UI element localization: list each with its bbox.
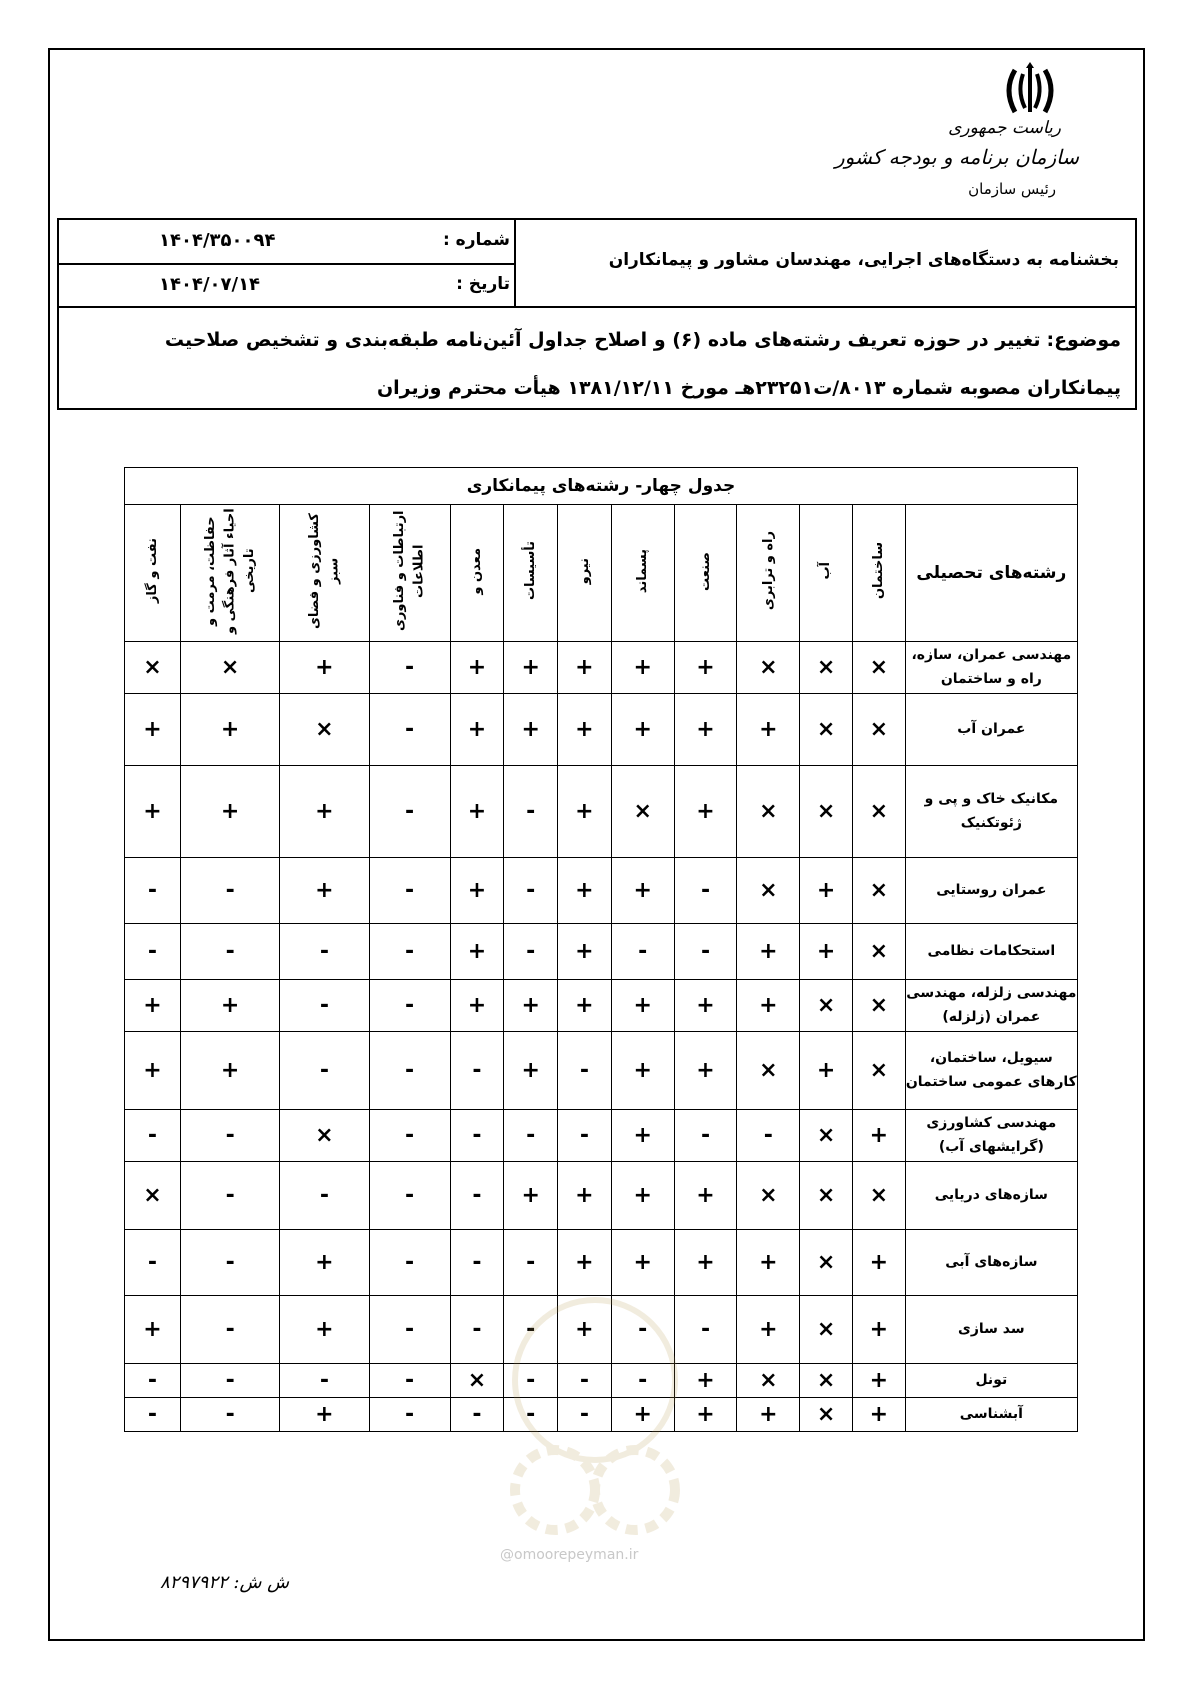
eligibility-mark: - <box>504 1110 558 1162</box>
eligibility-mark: × <box>737 1032 800 1110</box>
eligibility-mark: + <box>737 924 800 980</box>
eligibility-mark: - <box>504 1230 558 1296</box>
eligibility-mark: + <box>852 1230 905 1296</box>
circular-title: بخشنامه به دستگاه‌های اجرایی، مهندسان مشاور و پیمانکاران <box>608 250 1119 270</box>
eligibility-mark: × <box>737 1162 800 1230</box>
eligibility-mark: × <box>852 924 905 980</box>
eligibility-mark: - <box>180 1296 279 1364</box>
eligibility-mark: - <box>369 1230 450 1296</box>
eligibility-mark: + <box>674 980 737 1032</box>
eligibility-mark: + <box>558 1296 612 1364</box>
watermark-text: @omoorepeyman.ir <box>500 1547 639 1563</box>
table-row <box>125 858 1078 924</box>
eligibility-mark: + <box>450 766 504 858</box>
eligibility-mark: + <box>611 1110 674 1162</box>
eligibility-mark: - <box>369 694 450 766</box>
eligibility-mark: - <box>558 1398 612 1432</box>
eligibility-mark: - <box>369 766 450 858</box>
eligibility-mark: - <box>280 1364 369 1398</box>
table-row <box>125 1032 1078 1110</box>
eligibility-mark: - <box>125 924 181 980</box>
column-header-label: صنعت <box>697 551 713 591</box>
eligibility-mark: + <box>611 980 674 1032</box>
eligibility-mark: - <box>504 766 558 858</box>
eligibility-mark: - <box>369 980 450 1032</box>
row-label: سازه‌های دریایی <box>905 1162 1077 1230</box>
eligibility-mark: - <box>611 1364 674 1398</box>
eligibility-mark: + <box>558 694 612 766</box>
eligibility-mark: × <box>800 1110 853 1162</box>
row-label: استحکامات نظامی <box>905 924 1077 980</box>
eligibility-mark: + <box>450 858 504 924</box>
eligibility-mark: - <box>125 858 181 924</box>
eligibility-mark: - <box>280 1162 369 1230</box>
eligibility-mark: + <box>125 766 181 858</box>
eligibility-mark: + <box>180 980 279 1032</box>
table-row <box>125 642 1078 694</box>
eligibility-mark: × <box>852 1032 905 1110</box>
column-header-label: ارتباطات و فناوری اطلاعات <box>392 510 427 632</box>
eligibility-mark: + <box>558 980 612 1032</box>
eligibility-mark: - <box>558 1032 612 1110</box>
eligibility-mark: × <box>800 642 853 694</box>
table-caption: جدول چهار- رشته‌های پیمانکاری <box>125 468 1078 505</box>
table-row <box>125 1110 1078 1162</box>
eligibility-mark: + <box>450 980 504 1032</box>
column-header <box>504 505 558 642</box>
eligibility-mark: × <box>800 1364 853 1398</box>
row-label: مهندسی زلزله، مهندسی عمران (زلزله) <box>905 980 1077 1032</box>
number-value: ۱۴۰۴/۳۵۰۰۹۴ <box>159 230 276 251</box>
eligibility-mark: + <box>280 858 369 924</box>
eligibility-mark: - <box>611 924 674 980</box>
eligibility-mark: × <box>125 642 181 694</box>
eligibility-mark: + <box>280 642 369 694</box>
eligibility-mark: + <box>280 1296 369 1364</box>
eligibility-mark: + <box>737 694 800 766</box>
eligibility-mark: + <box>800 924 853 980</box>
eligibility-mark: - <box>674 1110 737 1162</box>
eligibility-mark: - <box>504 1296 558 1364</box>
eligibility-mark: + <box>674 642 737 694</box>
eligibility-mark: - <box>369 1296 450 1364</box>
eligibility-mark: + <box>558 1162 612 1230</box>
eligibility-mark: + <box>852 1398 905 1432</box>
eligibility-mark: + <box>558 642 612 694</box>
eligibility-mark: + <box>674 1230 737 1296</box>
eligibility-mark: × <box>800 766 853 858</box>
row-label: تونل <box>905 1364 1077 1398</box>
eligibility-mark: + <box>737 980 800 1032</box>
eligibility-mark: + <box>280 1230 369 1296</box>
footer-reference: ش ش: ۸۲۹۷۹۲۲ <box>160 1572 290 1593</box>
eligibility-mark: + <box>180 766 279 858</box>
org-line-presidency: ریاست جمهوری <box>948 118 1061 138</box>
eligibility-mark: × <box>737 1364 800 1398</box>
column-header-label: راه و ترابری <box>760 531 776 611</box>
eligibility-mark: × <box>737 642 800 694</box>
row-label: مهندسی کشاورزی (گرایشهای آب) <box>905 1110 1077 1162</box>
column-header <box>800 505 853 642</box>
eligibility-mark: × <box>611 766 674 858</box>
eligibility-mark: - <box>611 1296 674 1364</box>
eligibility-mark: - <box>180 1162 279 1230</box>
eligibility-mark: + <box>125 694 181 766</box>
circular-header-box <box>57 218 1137 308</box>
column-header-label: ساختمان <box>871 542 887 600</box>
eligibility-mark: + <box>852 1364 905 1398</box>
subject-line-2 <box>69 364 1121 412</box>
eligibility-mark: - <box>280 924 369 980</box>
eligibility-mark: - <box>674 858 737 924</box>
column-header <box>558 505 612 642</box>
eligibility-mark: + <box>737 1230 800 1296</box>
column-header <box>280 505 369 642</box>
table-row <box>125 766 1078 858</box>
subject-text-2: پیمانکاران مصوبه شماره ۸۰۱۳/ت۲۳۲۵۱هـ مورخ ۱۳۸۱/۱۲/۱۱ هیأت محترم وزیران <box>376 377 1121 399</box>
eligibility-mark: + <box>125 1296 181 1364</box>
eligibility-mark: + <box>125 1032 181 1110</box>
eligibility-mark: - <box>450 1296 504 1364</box>
eligibility-mark: × <box>450 1364 504 1398</box>
eligibility-mark: - <box>450 1230 504 1296</box>
eligibility-mark: - <box>180 924 279 980</box>
eligibility-mark: × <box>852 858 905 924</box>
eligibility-mark: + <box>611 694 674 766</box>
eligibility-mark: - <box>180 1364 279 1398</box>
row-label: سازه‌های آبی <box>905 1230 1077 1296</box>
eligibility-mark: - <box>504 1398 558 1432</box>
eligibility-mark: + <box>674 1162 737 1230</box>
eligibility-mark: + <box>852 1296 905 1364</box>
eligibility-mark: - <box>674 924 737 980</box>
eligibility-mark: × <box>800 1230 853 1296</box>
table-row <box>125 924 1078 980</box>
eligibility-mark: - <box>280 1032 369 1110</box>
number-label: شماره : <box>442 230 510 250</box>
iran-emblem-icon <box>985 60 1075 120</box>
eligibility-mark: × <box>852 1162 905 1230</box>
eligibility-mark: + <box>504 1032 558 1110</box>
eligibility-mark: - <box>369 1364 450 1398</box>
eligibility-mark: + <box>611 858 674 924</box>
eligibility-mark: - <box>369 1110 450 1162</box>
eligibility-mark: + <box>737 1398 800 1432</box>
eligibility-mark: - <box>369 924 450 980</box>
row-label: مهندسی عمران، سازه، راه و ساختمان <box>905 642 1077 694</box>
eligibility-mark: + <box>558 924 612 980</box>
org-line-head: رئیس سازمان <box>968 180 1056 198</box>
column-header-label: تأسیسات <box>522 541 538 601</box>
eligibility-mark: × <box>737 858 800 924</box>
column-header <box>611 505 674 642</box>
eligibility-mark: - <box>369 1032 450 1110</box>
eligibility-mark: × <box>125 1162 181 1230</box>
eligibility-mark: - <box>180 858 279 924</box>
eligibility-mark: - <box>558 1364 612 1398</box>
eligibility-mark: - <box>125 1230 181 1296</box>
row-label: آبشناسی <box>905 1398 1077 1432</box>
eligibility-mark: × <box>800 980 853 1032</box>
column-header <box>674 505 737 642</box>
column-header <box>737 505 800 642</box>
eligibility-mark: + <box>504 694 558 766</box>
subject-box <box>57 306 1137 410</box>
eligibility-mark: × <box>800 1162 853 1230</box>
subject-line-1 <box>69 316 1121 364</box>
column-header-label: حفاظت، مرمت و احیاء آثار فرهنگی و تاریخی <box>202 508 257 634</box>
table-row <box>125 694 1078 766</box>
corner-header-label: رشته‌های تحصیلی <box>916 563 1067 583</box>
column-header-label: نیرو <box>576 557 592 585</box>
eligibility-mark: - <box>450 1162 504 1230</box>
eligibility-mark: + <box>450 924 504 980</box>
eligibility-mark: + <box>611 1032 674 1110</box>
eligibility-mark: - <box>280 980 369 1032</box>
eligibility-mark: + <box>674 1032 737 1110</box>
eligibility-mark: + <box>611 1162 674 1230</box>
date-label: تاریخ : <box>456 274 510 294</box>
eligibility-mark: + <box>280 1398 369 1432</box>
eligibility-mark: - <box>369 858 450 924</box>
eligibility-mark: - <box>504 1364 558 1398</box>
eligibility-mark: + <box>558 858 612 924</box>
subject-label: موضوع: <box>1046 329 1121 351</box>
eligibility-mark: - <box>180 1398 279 1432</box>
eligibility-mark: × <box>280 694 369 766</box>
eligibility-mark: + <box>611 1230 674 1296</box>
eligibility-mark: + <box>125 980 181 1032</box>
eligibility-mark: × <box>800 694 853 766</box>
eligibility-mark: × <box>852 980 905 1032</box>
column-header <box>369 505 450 642</box>
column-header <box>852 505 905 642</box>
eligibility-mark: - <box>674 1296 737 1364</box>
eligibility-mark: × <box>800 1296 853 1364</box>
eligibility-mark: - <box>504 858 558 924</box>
eligibility-mark: - <box>450 1032 504 1110</box>
column-header-label: نفت و گاز <box>144 538 160 604</box>
eligibility-mark: × <box>852 766 905 858</box>
column-header-label: پسماند <box>634 548 650 594</box>
table-row <box>125 980 1078 1032</box>
column-header <box>180 505 279 642</box>
column-header <box>450 505 504 642</box>
eligibility-mark: + <box>800 1032 853 1110</box>
eligibility-mark: + <box>450 642 504 694</box>
eligibility-mark: + <box>504 1162 558 1230</box>
eligibility-mark: × <box>180 642 279 694</box>
corner-header <box>905 505 1077 642</box>
eligibility-mark: - <box>180 1230 279 1296</box>
eligibility-mark: + <box>558 766 612 858</box>
row-label: عمران روستایی <box>905 858 1077 924</box>
eligibility-mark: - <box>180 1110 279 1162</box>
row-label: سد سازی <box>905 1296 1077 1364</box>
header-row-divider <box>59 263 516 265</box>
table-row <box>125 1230 1078 1296</box>
eligibility-mark: + <box>674 694 737 766</box>
row-label: عمران آب <box>905 694 1077 766</box>
eligibility-mark: + <box>280 766 369 858</box>
eligibility-mark: - <box>125 1364 181 1398</box>
eligibility-mark: + <box>674 766 737 858</box>
column-header-label: معدن و <box>469 547 485 595</box>
eligibility-mark: + <box>800 858 853 924</box>
column-header-label: کشاورزی و فضای سبز <box>306 513 342 629</box>
column-header <box>125 505 181 642</box>
eligibility-mark: - <box>369 642 450 694</box>
eligibility-mark: - <box>450 1110 504 1162</box>
eligibility-mark: + <box>737 1296 800 1364</box>
eligibility-mark: - <box>125 1110 181 1162</box>
eligibility-mark: × <box>800 1398 853 1432</box>
eligibility-mark: + <box>180 1032 279 1110</box>
eligibility-mark: × <box>280 1110 369 1162</box>
eligibility-mark: - <box>125 1398 181 1432</box>
eligibility-mark: + <box>674 1364 737 1398</box>
column-header-label: آب <box>818 562 834 580</box>
eligibility-mark: - <box>504 924 558 980</box>
eligibility-mark: + <box>180 694 279 766</box>
eligibility-mark: + <box>611 642 674 694</box>
eligibility-mark: × <box>852 642 905 694</box>
eligibility-mark: + <box>611 1398 674 1432</box>
eligibility-mark: × <box>737 766 800 858</box>
eligibility-mark: × <box>852 694 905 766</box>
eligibility-mark: - <box>737 1110 800 1162</box>
eligibility-mark: - <box>558 1110 612 1162</box>
org-line-organization: سازمان برنامه و بودجه کشور <box>834 145 1079 169</box>
contracting-fields-table <box>124 467 1078 1432</box>
eligibility-mark: + <box>504 980 558 1032</box>
row-label: سیویل، ساختمان، کارهای عمومی ساختمان <box>905 1032 1077 1110</box>
eligibility-mark: + <box>674 1398 737 1432</box>
eligibility-mark: - <box>450 1398 504 1432</box>
eligibility-mark: + <box>450 694 504 766</box>
row-label: مکانیک خاک و پی و ژئوتکنیک <box>905 766 1077 858</box>
eligibility-mark: - <box>369 1162 450 1230</box>
eligibility-mark: - <box>369 1398 450 1432</box>
subject-text-1: تغییر در حوزه تعریف رشته‌های ماده (۶) و اصلاح جداول آئین‌نامه طبقه‌بندی و تشخیص صلاحیت <box>164 329 1041 351</box>
eligibility-mark: + <box>504 642 558 694</box>
eligibility-mark: + <box>852 1110 905 1162</box>
eligibility-mark: + <box>558 1230 612 1296</box>
table-row <box>125 1162 1078 1230</box>
date-value: ۱۴۰۴/۰۷/۱۴ <box>159 274 261 295</box>
watermark-logo-icon <box>495 1290 695 1560</box>
